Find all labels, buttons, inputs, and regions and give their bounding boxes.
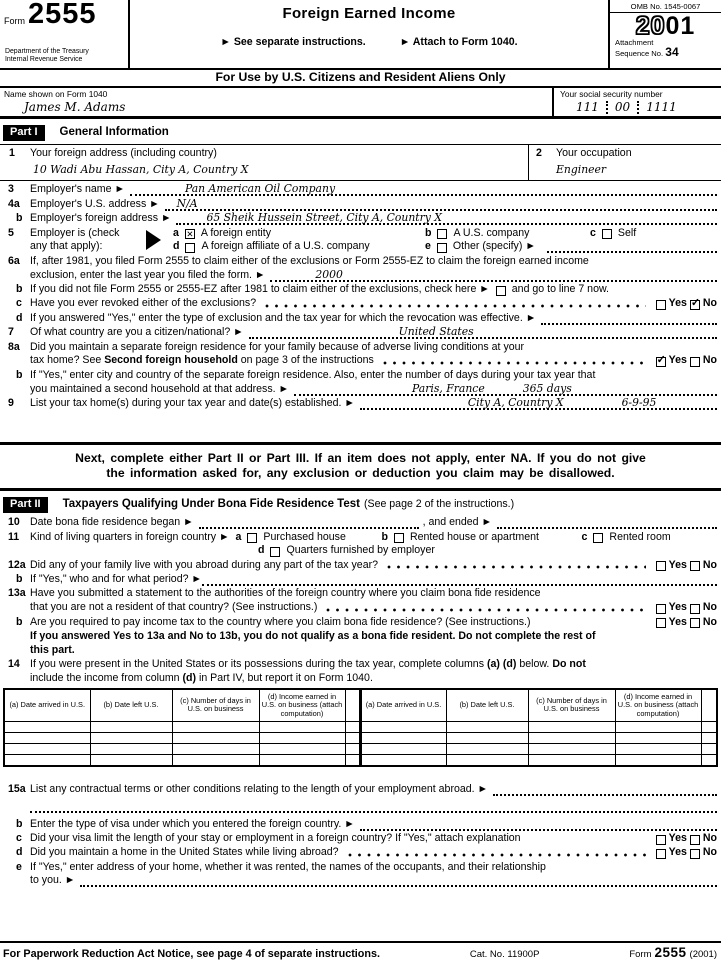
table-cell[interactable] [172,722,259,733]
form-number: 2555 [28,0,97,30]
checkbox-11d-quarters-employer[interactable] [270,547,280,557]
col-b-header: (b) Date left U.S. [90,689,172,722]
form-title-block [130,0,608,68]
last-year-filed-value: 2000 [315,267,343,281]
occupation-value: Engineer [556,162,607,176]
line15e-text2: to you. ► [30,874,76,887]
checkbox-6c-yes[interactable] [656,300,666,310]
table-cell[interactable] [259,744,345,755]
dot-leader [265,304,645,308]
line6a-text2: exclusion, enter the last year you filed the form. ► [30,268,266,281]
contract-terms-field[interactable] [493,783,717,796]
other-specify-field[interactable] [547,240,717,253]
checkbox-11a-purchased-house[interactable] [247,533,257,543]
table-cell[interactable] [4,733,90,744]
employer-name-value: Pan American Oil Company [184,182,336,195]
citizen-country-value: United States [398,325,474,339]
checkbox-15d-yes[interactable] [656,849,666,859]
contract-terms-field-line2[interactable] [30,800,717,813]
line15c-text: Did your visa limit the length of your stay or employment in a foreign country? If "Yes," attach explanation [30,832,521,845]
col-a-header: (a) Date arrived in U.S. [360,689,446,722]
table-row [4,722,717,733]
checkbox-6b-did-not-file[interactable] [496,286,506,296]
table-cell[interactable] [90,722,172,733]
dot-leader [383,361,646,365]
foreign-address-value: 10 Wadi Abu Hassan, City A, Country X [33,162,249,176]
line6c-text: Have you ever revoked either of the exclusions? [30,297,257,310]
line15a-text: List any contractual terms or other conditions relating to the length of your employment abroad. ► [30,782,489,795]
col-a-header: (a) Date arrived in U.S. [4,689,90,722]
line10-text1: Date bona fide residence began ► [30,516,194,529]
checkbox-8a-no[interactable] [690,357,700,367]
second-household-field[interactable] [294,383,717,396]
line13a-text1: Have you submitted a statement to the authorities of the foreign country where you claim bona fide residence [30,587,541,600]
table-cell[interactable] [172,744,259,755]
yes-label: Yes [668,846,687,859]
line-3: 3 Employer's name ► Pan American Oil Company [0,183,721,197]
line8b-text2: you maintained a second household at that address. ► [30,382,290,395]
line-9: 9 List your tax home(s) during your tax year and date(s) established. ► City A, Country X 6-9-95 [0,397,721,411]
table-cell[interactable] [345,733,360,744]
second-household-city: Paris, France [412,381,485,395]
line12b-text: If "Yes," who and for what period? ► [30,572,202,585]
yes-label: Yes [668,558,687,571]
table-cell[interactable] [360,755,446,766]
line5e-label: Other (specify) ► [452,240,536,253]
table-cell[interactable] [345,744,360,755]
checkbox-5c-self[interactable] [602,229,612,239]
checkbox-5d-foreign-affiliate[interactable] [185,243,195,253]
line11b-label: Rented house or apartment [410,530,539,543]
line4a-label: Employer's U.S. address ► [30,197,160,210]
omb-block [608,0,721,68]
employer-name-field[interactable] [130,183,717,196]
part2-title: Taxpayers Qualifying Under Bona Fide Residence Test [62,498,360,511]
table-cell[interactable] [528,722,615,733]
part2-tag: Part II [3,497,48,513]
col-b-header: (b) Date left U.S. [446,689,528,722]
table-cell[interactable] [259,755,345,766]
table-cell[interactable] [259,722,345,733]
line15d-text: Did you maintain a home in the United States while living abroad? [30,846,339,859]
line8a-text2: tax home? See Second foreign household on page 3 of the instructions [30,354,374,367]
last-year-filed-field[interactable] [270,269,717,282]
employer-foreign-address-field[interactable] [176,212,717,225]
name-field[interactable] [0,88,552,116]
line15e-text1: If "Yes," enter address of your home, whether it was rented, the names of the occupants, and their relationship [30,860,546,873]
ssn-separator [606,101,608,114]
line-8b: b If "Yes," enter city and country of the separate foreign residence. Also, enter the number of days during your tax year that you maintained a second household at that address. ► Paris, France 365 days [0,369,721,397]
table-cell[interactable] [446,755,528,766]
table-cell[interactable] [446,733,528,744]
residence-ended-field[interactable] [497,516,717,529]
revocation-field[interactable] [541,312,717,325]
table-header-row [4,689,717,722]
line-5: 5 Employer is (check any that apply): a ✕ A foreign entity b A U.S. company c Self d A foreign affiliate of a U.S. company e Other (specify) ► [0,227,721,255]
table-cell[interactable] [615,744,701,755]
line13b-text: Are you required to pay income tax to the country where you claim bona fide residence? (See instructions.) [30,615,531,628]
tax-year: 2001 [635,12,696,40]
line14-text1: If you were present in the United States or its possessions during the tax year, complete columns (a) (d) below. Do not [30,657,586,670]
dot-leader [326,608,645,612]
ssn-value: 111 00 1111 [576,100,677,114]
checkbox-13b-yes[interactable] [656,618,666,628]
no-label: No [702,297,717,310]
employer-foreign-address-value: 65 Sheik Hussein Street, City A, Country X [206,211,442,224]
table-cell[interactable] [345,722,360,733]
visa-type-field[interactable] [360,818,717,831]
line5-label: Employer is (check any that apply): [30,226,120,252]
page-footer [0,941,721,962]
table-cell[interactable] [4,755,90,766]
identity-row [0,88,721,119]
checkbox-5e-other[interactable] [437,243,447,253]
table-row [4,733,717,744]
yes-label: Yes [668,615,687,628]
agency-dept: Department of the Treasury [5,48,89,56]
ssn-separator [637,101,639,114]
checkbox-8a-yes[interactable]: ✓ [656,354,666,367]
line13a-text2: that you are not a resident of that country? (See instructions.) [30,601,318,614]
line11-text: Kind of living quarters in foreign country ► [30,530,230,543]
line9-text: List your tax home(s) during your tax year and date(s) established. ► [30,397,355,410]
part2-title-note: (See page 2 of the instructions.) [363,498,515,511]
agency-irs: Internal Revenue Service [5,56,83,64]
line12a-text: Did any of your family live with you abroad during any part of the tax year? [30,558,379,571]
table-cell[interactable] [90,755,172,766]
line11c-label: Rented room [609,530,671,543]
table-row [4,755,717,766]
line6b-suffix: and go to line 7 now. [511,283,609,296]
tax-home-date: 6-9-95 [621,396,657,410]
line3-label: Employer's name ► [30,183,125,195]
line-4a: 4a Employer's U.S. address ► N/A [0,198,721,212]
line8b-text1: If "Yes," enter city and country of the separate foreign residence. Also, enter the number of days during your tax year that [30,368,596,381]
form-header [0,0,721,68]
who-what-period-field[interactable] [202,573,717,586]
line-12a: 12a Did any of your family live with you abroad during any part of the tax year? Yes No [8,558,717,571]
line-8a: 8a Did you maintain a separate foreign residence for your family because of adverse living conditions at your tax home? See Second foreign household on page 3 of the instructions ✓ Yes No [8,340,717,367]
no-label: No [702,615,717,628]
right-arrow-icon [146,230,161,250]
part1-title: General Information [59,126,169,139]
table-cell[interactable] [615,733,701,744]
table-cell[interactable] [4,722,90,733]
ssn-field[interactable] [552,88,721,116]
table-cell[interactable] [701,744,717,755]
line10-text2: , and ended ► [422,516,493,529]
line-12b: b If "Yes," who and for what period? ► [0,573,721,587]
yes-label: Yes [668,832,687,845]
use-banner: For Use by U.S. Citizens and Resident Aliens Only [0,68,721,88]
line-6a: 6a If, after 1981, you filed Form 2555 to claim either of the exclusions or Form 2555-EZ to claim the foreign earned income exclusion, enter the last year you filed the form. ► 2000 [0,255,721,283]
table-cell[interactable] [172,733,259,744]
no-label: No [702,558,717,571]
occupation-field[interactable]: 2 Your occupation Engineer [528,145,721,180]
line11d-label: Quarters furnished by employer [286,544,435,557]
table-cell[interactable] [259,733,345,744]
page-title: Foreign Earned Income [282,5,456,22]
name-value: James M. Adams [24,100,126,114]
second-household-days: 365 days [522,381,572,395]
table-cell[interactable] [615,755,701,766]
presence-table [3,688,718,767]
table-cell[interactable] [701,755,717,766]
line-15a: 15a List any contractual terms or other conditions relating to the length of your employment abroad. ► [0,783,721,814]
table-cell[interactable] [360,722,446,733]
catalog-number: Cat. No. 11900P [469,948,540,960]
attachment-sequence: Attachment Sequence No. 34 [615,38,679,59]
line15b-text: Enter the type of visa under which you entered the foreign country. ► [30,817,355,830]
checkbox-11b-rented-house[interactable] [394,533,404,543]
table-cell[interactable] [528,733,615,744]
form-reference: Form 2555 (2001) [629,944,717,960]
line5a-label: A foreign entity [200,226,271,239]
no-label: No [702,354,717,367]
checkbox-13a-no[interactable] [690,604,700,614]
table-cell[interactable] [528,755,615,766]
line-4b: b Employer's foreign address ► 65 Sheik Hussein Street, City A, Country X [0,212,721,226]
line-14: 14 If you were present in the United States or its possessions during the tax year, complete columns (a) (d) below. Do not include the income from column (d) in Part IV, but report it on Form 1040. [8,657,586,684]
line-7: 7 Of what country are you a citizen/national? ► United States [0,326,721,340]
col-d-header: (d) Income earned in U.S. on business (attach computation) [259,689,345,722]
dot-leader [387,565,646,569]
checkbox-13a-yes[interactable] [656,604,666,614]
line-10: 10 Date bona fide residence began ► , and ended ► [0,516,721,530]
part1-tag: Part I [3,125,45,141]
checkbox-13b-no[interactable] [690,618,700,628]
line-11: 11 Kind of living quarters in foreign country ► a Purchased house b Rented house or apartment c Rented room d Quarters furnished by employer [8,530,671,557]
line6d-text: If you answered "Yes," enter the type of exclusion and the tax year for which the revocation was effective. ► [30,311,537,324]
paperwork-notice: For Paperwork Reduction Act Notice, see page 4 of separate instructions. [3,947,380,960]
see-instructions-note: ► See separate instructions. [220,35,366,48]
line1-label: Your foreign address (including country) [30,147,217,159]
no-label: No [702,846,717,859]
line-15b: b Enter the type of visa under which you entered the foreign country. ► [0,818,721,832]
employer-us-address-value: N/A [176,196,198,210]
line5d-label: A foreign affiliate of a U.S. company [201,240,370,253]
line-13a: 13a Have you submitted a statement to the authorities of the foreign country where you claim bona fide residence that you are not a resident of that country? (See instructions.) Yes No [8,587,717,614]
part2-header [0,497,721,513]
line14-text2: include the income from column (d) in Part IV, but report it on Form 1040. [30,671,373,684]
omb-number: OMB No. 1545-0067 [610,0,721,13]
table-cell[interactable] [701,722,717,733]
agency-block [5,48,89,64]
tax-home-field[interactable] [360,397,717,410]
line-15c: c Did your visa limit the length of your stay or employment in a foreign country? If "Yes," attach explanation Yes No [16,832,717,845]
line5b-label: A U.S. company [453,226,530,239]
line1-2-box [0,144,721,181]
table-cell[interactable] [90,744,172,755]
table-cell[interactable] [360,744,446,755]
line4b-label: Employer's foreign address ► [30,212,172,224]
table-cell[interactable] [90,733,172,744]
attach-1040-note: ► Attach to Form 1040. [399,35,518,48]
checkbox-15c-yes[interactable] [656,835,666,845]
table-row [4,744,717,755]
col-c-header: (c) Number of days in U.S. on business [528,689,615,722]
line7-text: Of what country are you a citizen/national? ► [30,326,244,339]
cents-col-header [701,689,717,722]
table-cell[interactable] [615,722,701,733]
employer-us-address-field[interactable] [165,198,717,211]
line-13-note: If you answered Yes to 13a and No to 13b, you do not qualify as a bona fide resident. Do not complete the rest of this part. [30,629,596,656]
part1-header [0,125,721,141]
line-6c: c Have you ever revoked either of the exclusions? Yes ✓ No [16,297,717,310]
line5c-label: Self [617,226,637,239]
line2-label: Your occupation [556,147,632,159]
no-label: No [702,832,717,845]
table-cell[interactable] [528,744,615,755]
col-d-header: (d) Income earned in U.S. on business (attach computation) [615,689,701,722]
dot-leader [348,853,646,857]
line-15e: e If "Yes," enter address of your home, whether it was rented, the names of the occupants, and their relationship to you. ► [0,861,721,889]
checkbox-5a-foreign-entity[interactable]: ✕ [186,229,194,240]
table-cell[interactable] [446,744,528,755]
yes-label: Yes [668,354,687,367]
residence-began-field[interactable] [199,516,419,529]
line-13b: b Are you required to pay income tax to the country where you claim bona fide residence? (See instructions.) Yes No [16,615,717,628]
checkbox-6c-no[interactable]: ✓ [690,297,701,310]
checkbox-11c-rented-room[interactable] [593,533,603,543]
ssn-label: Your social security number [560,89,663,99]
tax-home-value: City A, Country X [467,396,564,410]
sequence-number: 34 [665,44,679,59]
line11a-label: Purchased house [263,530,346,543]
form-word: Form [4,16,25,26]
no-label: No [702,601,717,614]
name-label: Name shown on Form 1040 [4,89,108,99]
yes-label: Yes [668,601,687,614]
table-cell[interactable] [701,733,717,744]
checkbox-5b-us-company[interactable] [437,229,447,239]
yes-label: Yes [668,297,687,310]
col-c-header: (c) Number of days in U.S. on business [172,689,259,722]
checkbox-15c-no[interactable] [690,835,700,845]
checkbox-12a-yes[interactable] [656,561,666,571]
checkbox-15d-no[interactable] [690,849,700,859]
form-number-block [0,0,130,68]
cents-col-header [345,689,360,722]
line-15d: d Did you maintain a home in the United States while living abroad? Yes No [16,846,717,859]
table-cell[interactable] [345,755,360,766]
table-cell[interactable] [4,744,90,755]
table-cell[interactable] [446,722,528,733]
line6b-text: If you did not file Form 2555 or 2555-EZ after 1981 to claim either of the exclusions, check here ► [30,283,490,296]
table-cell[interactable] [172,755,259,766]
line-6b: b If you did not file Form 2555 or 2555-EZ after 1981 to claim either of the exclusions, check here ► and go to line 7 now. [16,283,609,296]
line6a-text1: If, after 1981, you filed Form 2555 to claim either of the exclusions or Form 2555-EZ to claim the foreign earned income [30,254,589,267]
foreign-address-field[interactable]: 1 Your foreign address (including country) 10 Wadi Abu Hassan, City A, Country X [0,145,528,180]
table-cell[interactable] [360,733,446,744]
mid-instruction-banner: Next, complete either Part II or Part III. If an item does not apply, enter NA. If you do not give the information asked for, any exclusion or deduction you claim may be disallowed. [0,442,721,491]
citizen-country-field[interactable] [249,326,717,339]
checkbox-12a-no[interactable] [690,561,700,571]
line8a-text1: Did you maintain a separate foreign residence for your family because of adverse living conditions at your [30,340,525,353]
us-home-address-field[interactable] [80,874,717,887]
line-6d: d If you answered "Yes," enter the type of exclusion and the tax year for which the revocation was effective. ► [0,312,721,326]
